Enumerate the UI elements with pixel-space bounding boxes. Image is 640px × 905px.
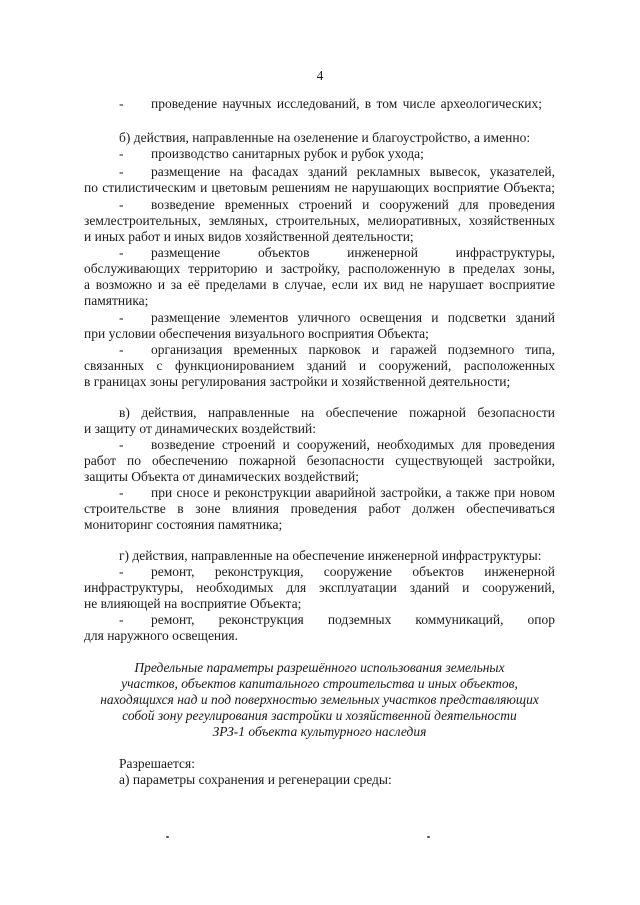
bullet: - — [119, 164, 124, 179]
text-line: размещение элементов уличного освещения и подсветки зданий — [151, 310, 555, 325]
text-line: возведение строений и сооружений, необходимых для проведения — [151, 437, 555, 452]
parameters-heading-line: участков, объектов капитального строительства и иных объектов, — [121, 676, 518, 691]
scan-mark — [427, 836, 430, 838]
text-line: и иных работ и иных видов хозяйственной деятельности; — [84, 229, 414, 244]
text-line: возведение временных строений и сооружений для проведения — [151, 197, 555, 212]
text-line: не влияющей на восприятие Объекта; — [84, 596, 302, 611]
text-line: и защиту от динамических воздействий: — [84, 421, 317, 436]
text-line: при сносе и реконструкции аварийной застройки, а также при новом — [151, 485, 555, 500]
bullet: - — [119, 197, 124, 212]
page-number: 4 — [316, 68, 324, 83]
bullet: - — [119, 485, 124, 500]
text-line: защиты Объекта от динамических воздействий; — [84, 469, 359, 484]
text-line: обслуживающих территорию и застройку, расположенную в пределах зоны, — [84, 261, 555, 276]
text-line: ремонт, реконструкция подземных коммуникаций, опор — [151, 612, 555, 627]
text-line: размещение на фасадах зданий рекламных вывесок, указателей, — [151, 164, 555, 179]
bullet: - — [119, 612, 124, 627]
text-line: в границах зоны регулирования застройки и хозяйственной деятельности; — [84, 374, 511, 389]
list-item-a: а) параметры сохранения и регенерации среды: — [119, 772, 392, 787]
parameters-heading-line: Предельные параметры разрешённого использования земельных — [134, 660, 505, 675]
bullet: - — [119, 342, 124, 357]
text-line: производство санитарных рубок и рубок ухода; — [151, 146, 424, 161]
text-line: размещение объектов инженерной инфраструктуры, — [151, 245, 555, 260]
text-line: ремонт, реконструкция, сооружение объектов инженерной — [151, 564, 555, 579]
text-line: мониторинг состояния памятника; — [84, 517, 283, 532]
bullet: - — [119, 564, 124, 579]
parameters-heading-line: ЗРЗ-1 объекта культурного наследия — [212, 724, 427, 739]
text-line: организация временных парковок и гаражей подземного типа, — [151, 342, 555, 357]
allowed-label: Разрешается: — [119, 756, 195, 771]
bullet: - — [119, 310, 124, 325]
text-line: связанных с функционированием зданий и сооружений, расположенных — [84, 358, 555, 373]
text-line: работ по обеспечению пожарной безопасности существующей застройки, — [84, 453, 555, 468]
text-line: по стилистическим и цветовым решениям не нарушающих восприятие Объекта; — [84, 180, 555, 195]
scan-mark — [166, 836, 169, 838]
text-line: проведение научных исследований, в том числе археологических; — [151, 96, 542, 111]
bullet: - — [119, 96, 124, 111]
text-line: а возможно и за её пределами в случае, если их вид не нарушает восприятие — [84, 277, 555, 292]
section-heading: в) действия, направленные на обеспечение пожарной безопасности — [119, 405, 555, 420]
text-line: землестроительных, земляных, строительных, мелиоративных, хозяйственных — [84, 213, 555, 228]
text-line: инфраструктуры, необходимых для эксплуатации зданий и сооружений, — [84, 580, 555, 595]
section-heading: б) действия, направленные на озеленение и благоустройство, а именно: — [119, 130, 531, 145]
text-line: строительстве в зоне влияния проведения работ должен обеспечиваться — [84, 501, 555, 516]
bullet: - — [119, 146, 124, 161]
section-heading: г) действия, направленные на обеспечение инженерной инфраструктуры: — [119, 548, 542, 563]
text-line: памятника; — [84, 293, 149, 308]
bullet: - — [119, 437, 124, 452]
parameters-heading-line: находящихся над и под поверхностью земельных участков представляющих — [100, 692, 539, 707]
text-line: для наружного освещения. — [84, 628, 238, 643]
text-line: при условии обеспечения визуального восприятия Объекта; — [84, 326, 429, 341]
parameters-heading-line: собой зону регулирования застройки и хозяйственной деятельности — [122, 708, 517, 723]
bullet: - — [119, 245, 124, 260]
